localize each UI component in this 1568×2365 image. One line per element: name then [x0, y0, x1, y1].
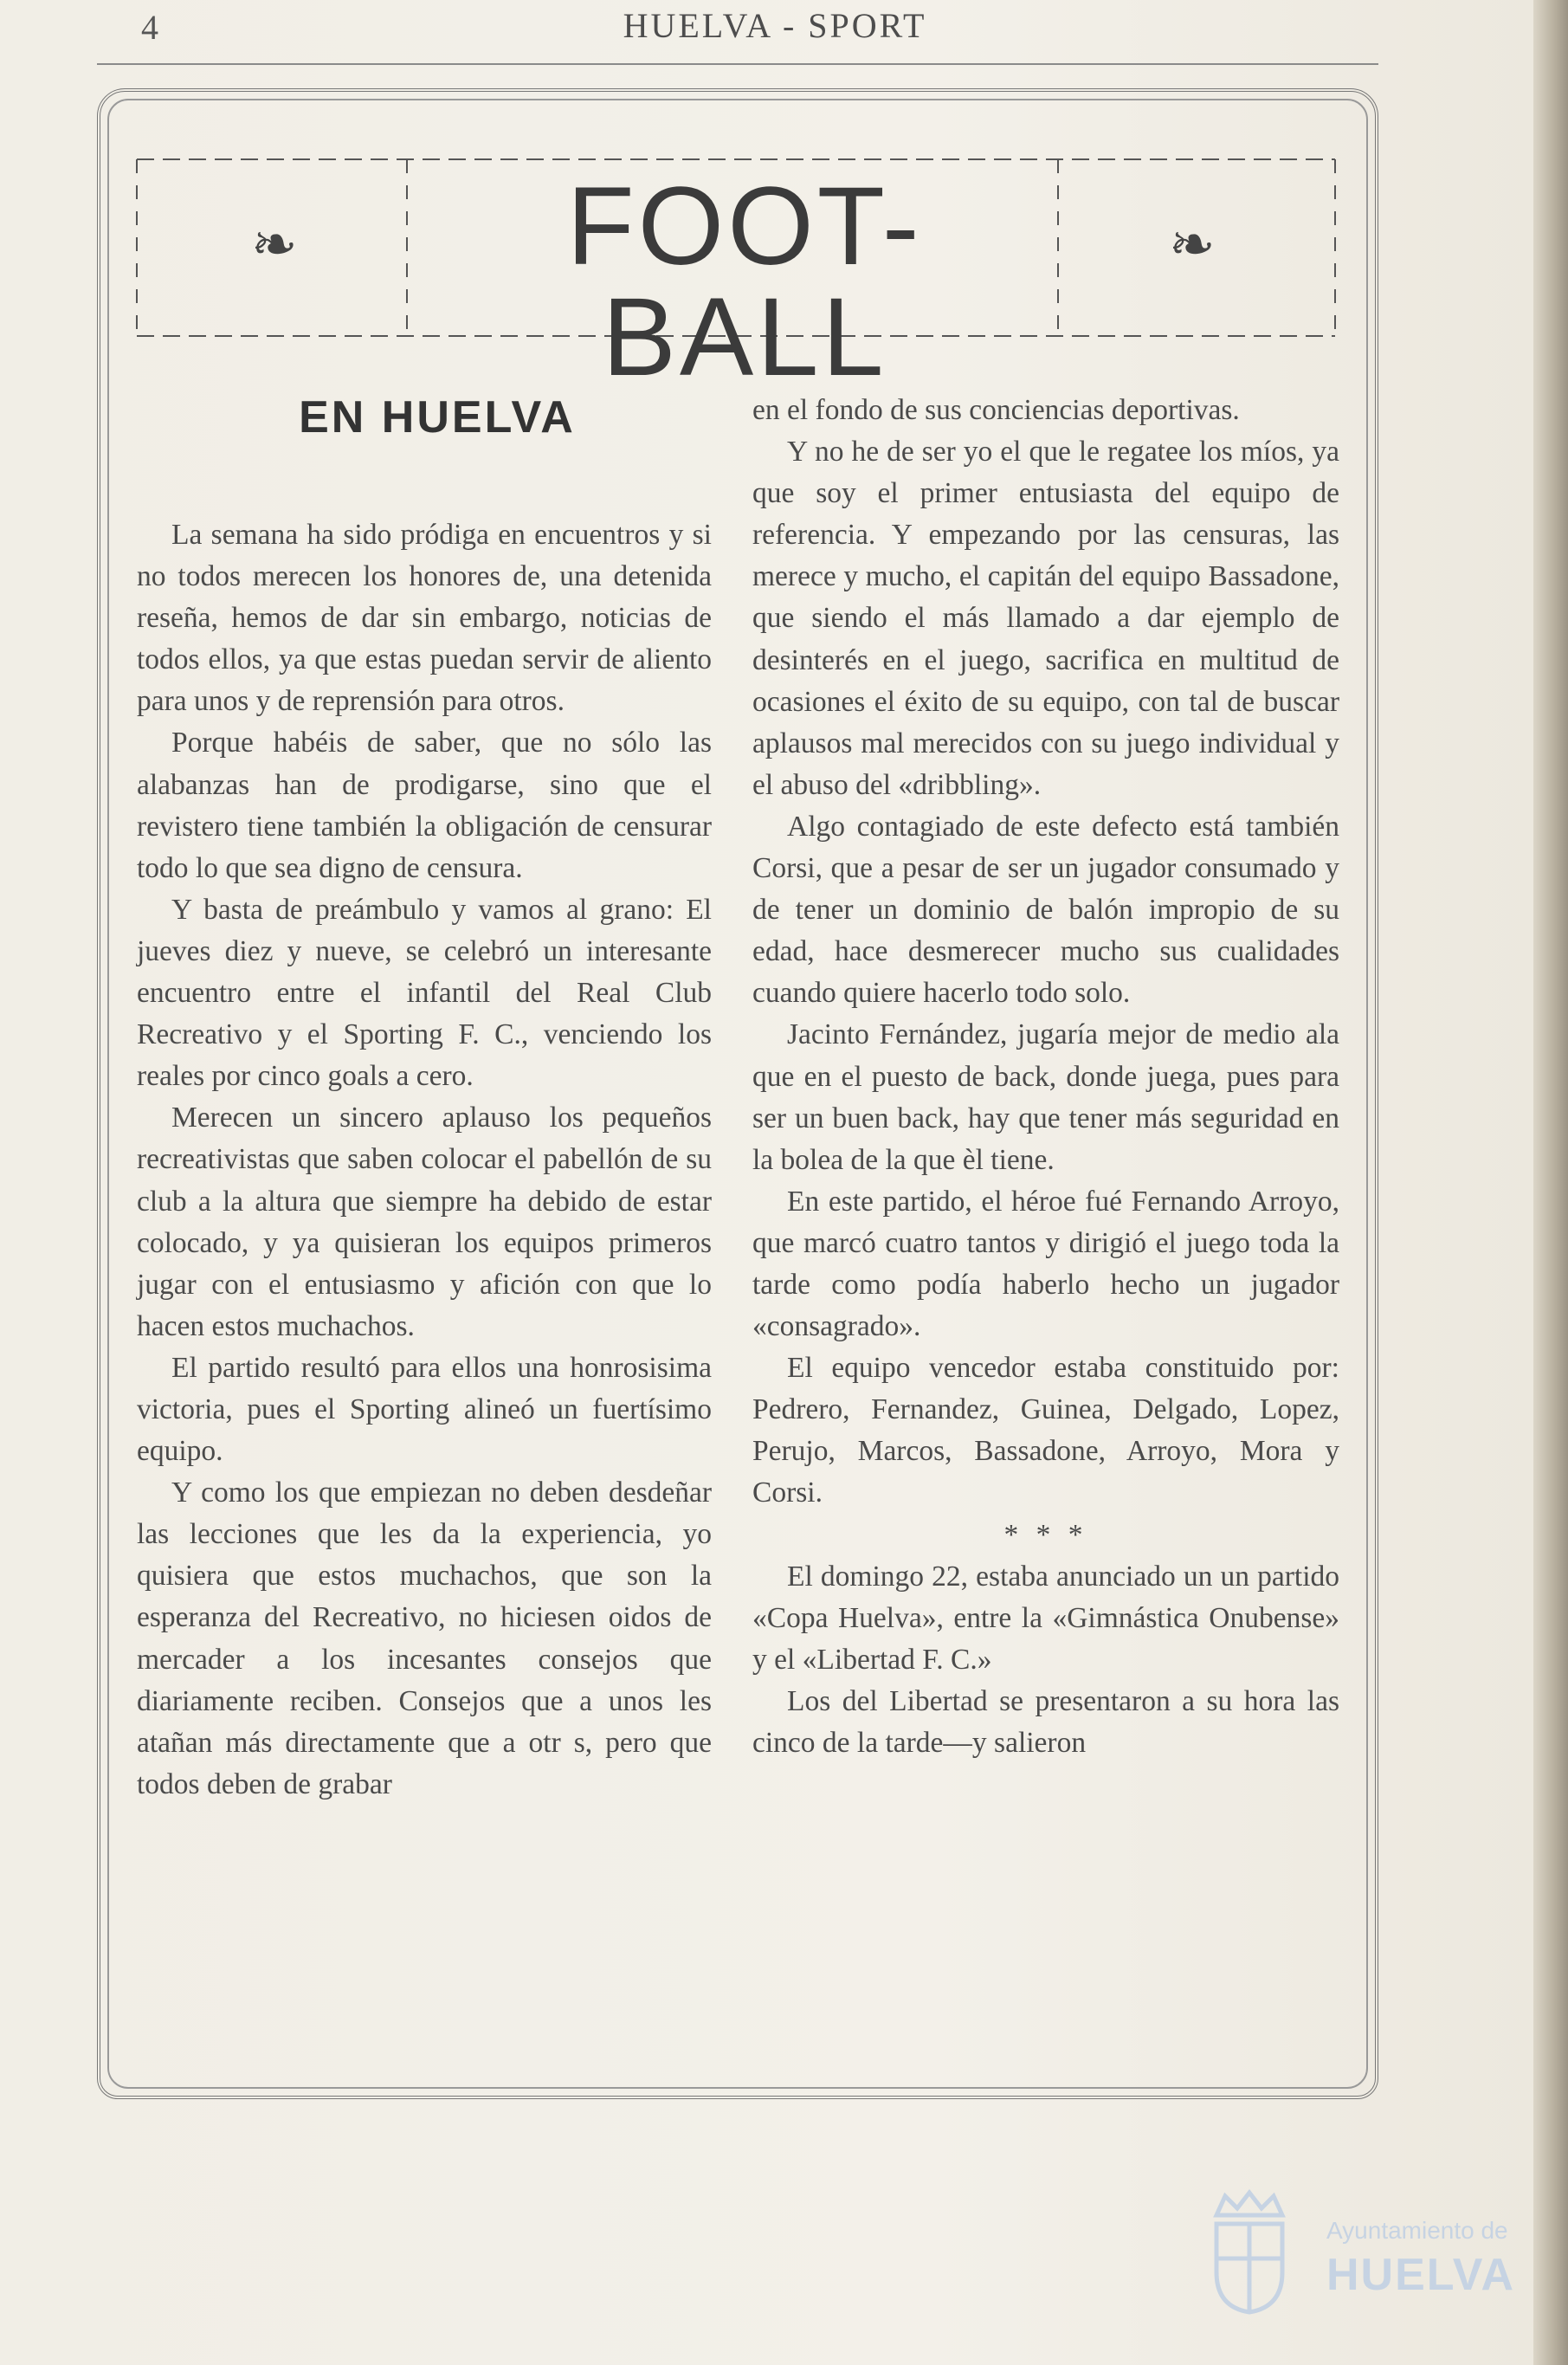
article-title: EN HUELVA: [299, 392, 576, 443]
paragraph: En este partido, el héroe fué Fernando Arroyo, que marcó cuatro tantos y dirigió el juego toda la tarde como podía haberlo hecho un jugador «consagrado».: [752, 1185, 1339, 1343]
paragraph-continuation: en el fondo de sus conciencias deportivas.: [752, 394, 1240, 426]
paragraph: El domingo 22, estaba anunciado un un partido «Copa Huelva», entre la «Gimnástica Onubense» y el «Libertad F. C.»: [752, 1560, 1339, 1676]
fleuron-left-icon: ❧: [251, 213, 298, 277]
paragraph: Porque habéis de saber, que no sólo las alabanzas han de prodigarse, sino que el revistero tiene también la obligación de censurar todo lo que sea digno de censura.: [137, 727, 712, 884]
paragraph: Los del Libertad se presentaron a su hora las cinco de la tarde—y salieron: [752, 1684, 1339, 1759]
page-edge: [1533, 0, 1568, 2365]
header-rule: [97, 63, 1378, 65]
running-title: HUELVA - SPORT: [623, 6, 927, 45]
paragraph: Jacinto Fernández, jugaría mejor de medio ala que en el puesto de back, donde juega, pues para ser un buen back, hay que tener más seguridad en la bolea de la que èl tiene.: [752, 1018, 1339, 1176]
left-column: [137, 514, 712, 1806]
fleuron-right-icon: ❧: [1169, 213, 1216, 277]
paragraph: Merecen un sincero aplauso los pequeños recreativistas que saben colocar el pabellón de su club a la altura que siempre ha debido de estar colocado, y ya quisieran los equipos primeros jugar con el entusiasmo y afición con que lo hacen estos muchachos.: [137, 1102, 712, 1342]
paragraph: Algo contagiado de este defecto está también Corsi, que a pesar de ser un jugador consumado y de tener un dominio de balón impropio de su edad, hace desmerecer mucho sus cualidades cuando quiere hacerlo todo solo.: [752, 810, 1339, 1010]
paragraph: Y basta de preámbulo y vamos al grano: El jueves diez y nueve, se celebró un interesante encuentro entre el infantil del Real Club Recreativo y el Sporting F. C., venciendo los reales por cinco goals a cero.: [137, 893, 712, 1093]
paragraph: Y no he de ser yo el que le regatee los míos, ya que soy el primer entusiasta del equipo de referencia. Y empezando por las censuras, las merece y mucho, el capitán del equipo Bassadone, que siendo el más llamado a dar ejemplo de desinterés en el juego, sacrifica en multitud de ocasiones el éxito de su equipo, con tal de buscar aplausos mal merecidos con su juego individual y el abuso del «dribbling».: [752, 436, 1339, 801]
page-number: 4: [141, 8, 158, 47]
banner-title: FOOT-BALL: [566, 165, 923, 399]
right-column: [752, 390, 1339, 1764]
paragraph: Y como los que empiezan no deben desdeñar las lecciones que les da la experiencia, yo quisiera que estos muchachos, que son la esperanza del Recreativo, no hiciesen oidos de mercader a los incesantes consejos que diariamente reciben. Consejos que a unos les atañan más directamente que a otr s, pero que todos deben de grabar: [137, 1477, 712, 1800]
paragraph: El partido resultó para ellos una honrosisima victoria, pues el Sporting alineó un fuertísimo equipo.: [137, 1351, 712, 1468]
paragraph: La semana ha sido pródiga en encuentros y si no todos merecen los honores de, una detenida reseña, hemos de dar sin embargo, noticias de todos ellos, ya que estas puedan servir de aliento para unos y de reprensión para otros.: [137, 519, 712, 718]
football-banner: [130, 144, 1342, 399]
city-crest-icon: [1208, 2189, 1291, 2316]
paragraph: El equipo vencedor estaba constituido por: Pedrero, Fernandez, Guinea, Delgado, Lopez, Perujo, Marcos, Bassadone, Arroyo, Mora y Corsi.: [752, 1352, 1339, 1509]
watermark-line-2: HUELVA: [1326, 2250, 1516, 2300]
watermark-line-1: Ayuntamiento de: [1326, 2217, 1508, 2244]
asterism-divider: * * *: [1003, 1518, 1088, 1551]
